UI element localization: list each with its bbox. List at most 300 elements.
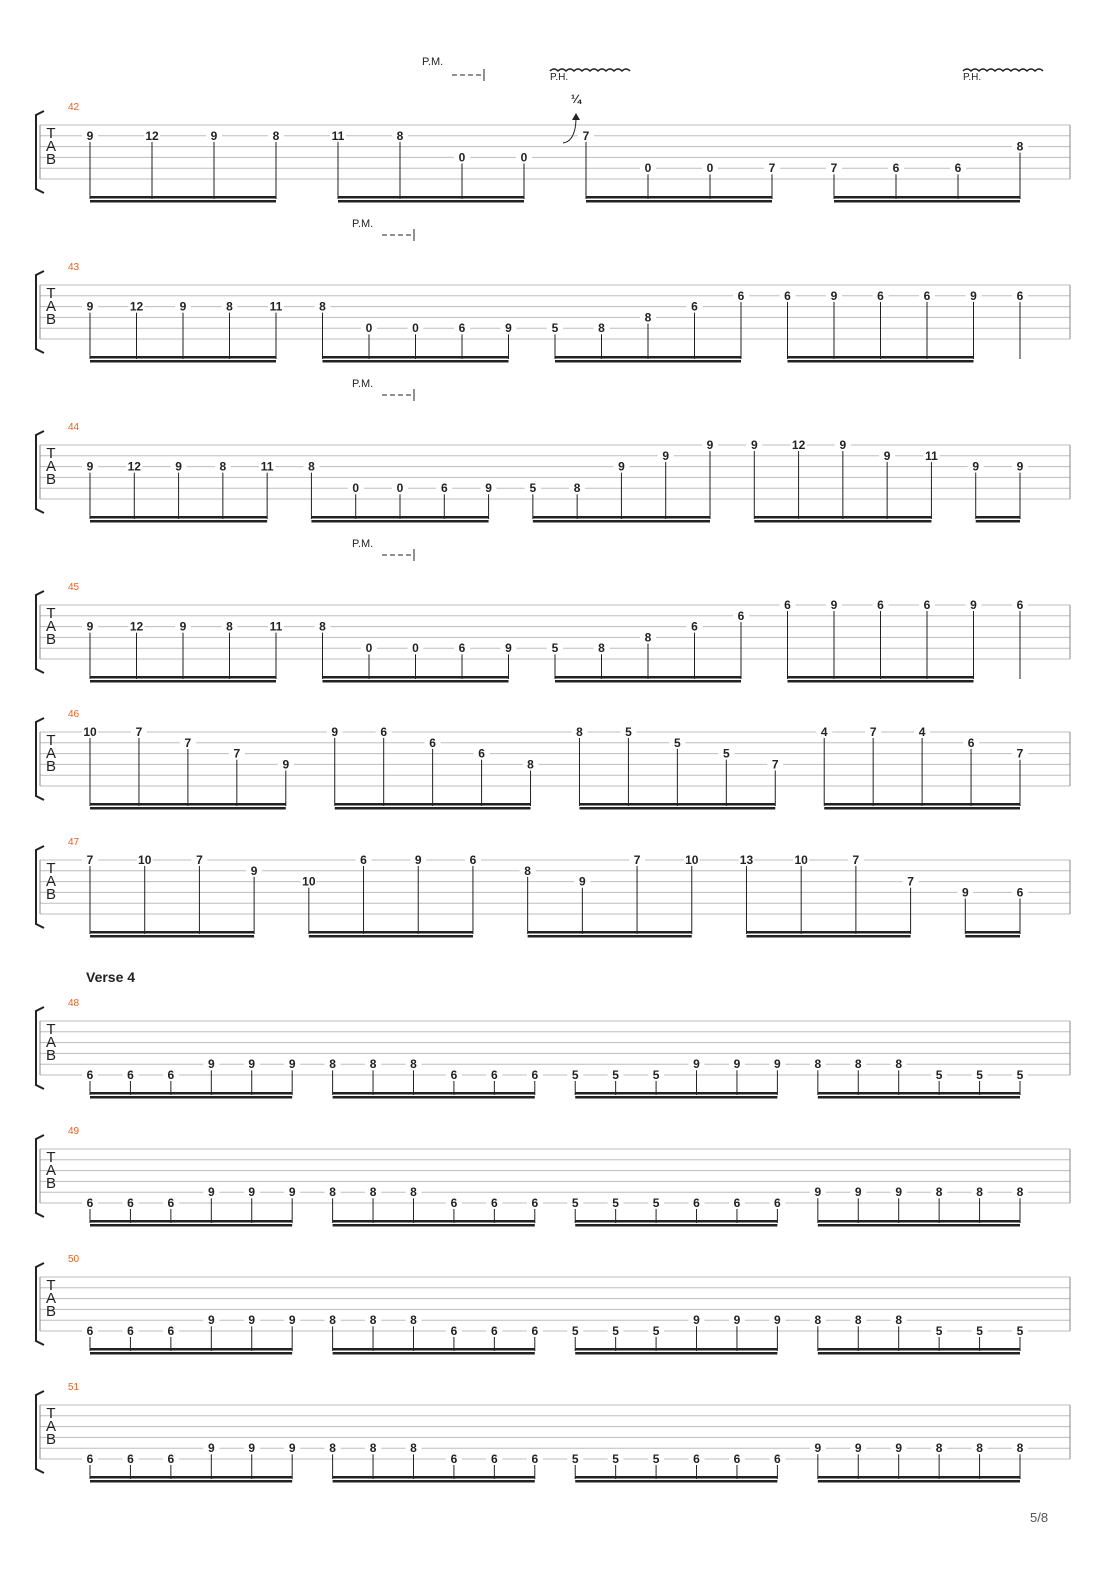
beam [818,1092,1020,1095]
tab-system [36,1126,1070,1227]
fret-number: 9 [250,863,258,878]
section-label: Verse 4 [86,969,136,985]
tab-clef-letter: B [45,631,57,648]
fret-number: 6 [491,1324,498,1338]
fret-number: 8 [410,1441,417,1456]
fret-number: 6 [127,1452,134,1466]
fret-number: 8 [369,1057,377,1072]
fret-number: 7 [233,746,241,761]
vibrato-line [963,69,1043,71]
fret-number: 9 [854,1185,862,1200]
beam [333,1480,535,1483]
fret-number: 5 [652,1452,660,1466]
fret-number: 8 [369,1313,377,1328]
fret-number: 6 [360,853,367,867]
fret-number: 6 [86,1196,94,1210]
fret-number: 8 [976,1185,983,1200]
fret-number: 8 [319,299,326,314]
measure-number: 49 [68,1126,80,1137]
fret-number: 7 [907,874,914,889]
beam [90,1352,292,1355]
fret-number: 6 [784,598,791,612]
fret-number: 5 [935,1068,943,1082]
tab-clef-letter: A [45,1418,57,1435]
beam [575,1352,777,1355]
fret-number: 8 [976,1441,983,1456]
fret-number: 5 [571,1196,579,1210]
fret-number: 12 [127,459,141,474]
fret-number: 0 [412,641,419,656]
fret-number: 7 [1016,746,1024,761]
fret-number: 6 [774,1196,781,1210]
fret-number: 10 [794,853,808,867]
bend-arrowhead [572,113,580,120]
fret-number: 12 [129,299,144,314]
fret-number: 8 [410,1057,417,1072]
fret-number: 7 [869,725,877,739]
fret-number: 6 [167,1068,175,1082]
fret-number: 9 [814,1185,822,1200]
fret-number: 9 [579,874,586,889]
beam [309,935,473,938]
beam [90,196,276,199]
fret-number: 9 [414,853,422,867]
fret-number: 8 [319,619,326,634]
fret-number: 6 [469,853,477,867]
fret-number: 5 [652,1068,660,1082]
tab-clef-letter: B [45,758,57,775]
beam [333,1096,535,1099]
fret-number: 5 [625,725,632,739]
fret-number: 6 [693,1452,700,1466]
fret-number: 6 [167,1196,175,1210]
page-number: 5/8 [1030,1510,1049,1525]
fret-number: 6 [737,608,745,623]
measure-number: 46 [68,709,80,720]
beam [90,680,276,683]
beam [586,200,772,203]
pinch-harmonic-label: P.H. [550,72,569,83]
beam [818,1348,1020,1351]
tab-system [36,538,1070,683]
fret-number: 9 [895,1185,903,1200]
fret-number: 10 [685,853,699,867]
fret-number: 9 [248,1313,256,1328]
fret-number: 6 [167,1324,175,1338]
fret-number: 8 [814,1313,822,1328]
fret-number: 6 [737,288,745,303]
fret-number: 9 [288,1185,296,1200]
tab-clef-letter: B [45,1047,57,1064]
palm-mute-label: P.M. [352,218,374,230]
fret-number: 9 [86,299,94,314]
beam [555,680,741,683]
beam [788,680,974,683]
beam [555,356,741,359]
fret-number: 9 [662,448,670,463]
beam [90,807,286,810]
fret-number: 6 [450,1324,458,1338]
fret-number: 6 [892,161,900,176]
fret-number: 6 [693,1196,700,1210]
tab-clef-letter: T [46,1021,56,1038]
beam [90,1220,292,1223]
fret-number: 9 [86,619,94,634]
beam [335,803,531,806]
beam [788,360,974,363]
fret-number: 0 [520,150,528,165]
beam [965,931,1020,934]
fret-number: 8 [410,1313,417,1328]
fret-number: 9 [207,1057,215,1072]
tab-system [36,837,1070,938]
beam [579,803,775,806]
fret-number: 9 [288,1057,296,1072]
beam [311,520,488,523]
beam [533,516,710,519]
tab-clef-letter: A [45,873,57,890]
fret-number: 8 [895,1313,903,1328]
fret-number: 6 [458,321,466,336]
beam [90,360,276,363]
tab-system [36,1382,1070,1483]
fret-number: 9 [733,1313,741,1328]
fret-number: 6 [923,288,931,303]
measure-number: 51 [68,1382,80,1393]
beam [575,1224,777,1227]
fret-number: 5 [1016,1324,1024,1338]
fret-number: 6 [86,1452,94,1466]
fret-number: 6 [531,1324,539,1338]
palm-mute-label: P.M. [352,538,374,550]
fret-number: 6 [733,1196,741,1210]
beam [788,356,974,359]
beam [333,1224,535,1227]
beam [818,1352,1020,1355]
fret-number: 8 [524,863,531,878]
fret-number: 8 [308,459,315,474]
fret-number: 0 [412,321,419,336]
fret-number: 10 [302,874,316,889]
fret-number: 9 [179,619,187,634]
fret-number: 8 [527,757,534,772]
fret-number: 8 [369,1185,377,1200]
tab-clef-letter: B [45,311,57,328]
fret-number: 10 [138,853,152,867]
fret-number: 12 [145,128,159,143]
beam [965,935,1020,938]
beam [575,1480,777,1483]
bend-arrow [563,117,576,143]
beam [575,1220,777,1223]
fret-number: 9 [750,438,758,452]
fret-number: 7 [768,161,776,176]
tab-clef-letter: B [45,1175,57,1192]
fret-number: 11 [925,448,938,463]
fret-number: 8 [895,1057,903,1072]
beam [309,931,473,934]
fret-number: 11 [260,459,274,474]
fret-number: 7 [633,853,641,867]
fret-number: 7 [830,161,838,176]
beam [788,676,974,679]
tab-system [36,218,1070,363]
tab-clef-letter: T [46,125,56,142]
fret-number: 6 [450,1068,458,1082]
fret-number: 9 [618,459,625,474]
fret-number: 6 [1016,885,1024,900]
fret-number: 0 [352,481,360,496]
beam [555,676,741,679]
tab-clef-letter: B [45,886,57,903]
fret-number: 6 [733,1452,741,1466]
beam [575,1348,777,1351]
fret-number: 6 [1016,598,1024,612]
tab-clef-letter: T [46,732,56,749]
fret-number: 9 [706,438,714,452]
beam [528,935,692,938]
fret-number: 6 [86,1324,94,1338]
beam [333,1220,535,1223]
fret-number: 8 [272,128,280,143]
fret-number: 5 [1016,1068,1024,1082]
fret-number: 7 [196,853,203,867]
fret-number: 7 [135,725,143,739]
beam [90,1480,292,1483]
fret-number: 8 [369,1441,377,1456]
fret-number: 4 [918,725,926,739]
fret-number: 8 [935,1441,943,1456]
fret-number: 5 [612,1324,619,1338]
fret-number: 6 [491,1068,498,1082]
fret-number: 4 [820,725,828,739]
fret-number: 7 [582,128,590,143]
fret-number: 6 [967,735,975,750]
beam [323,680,509,683]
measure-number: 50 [68,1254,80,1265]
tab-clef-letter: T [46,1149,56,1166]
fret-number: 9 [248,1441,256,1456]
fret-number: 6 [127,1196,134,1210]
fret-number: 6 [380,725,388,739]
fret-number: 5 [612,1068,619,1082]
beam [335,807,531,810]
fret-number: 9 [814,1441,822,1456]
fret-number: 6 [774,1452,781,1466]
fret-number: 8 [598,641,605,656]
beam [824,807,1020,810]
fret-number: 8 [573,481,581,496]
fret-number: 6 [1016,288,1024,303]
fret-number: 5 [571,1324,579,1338]
beam [323,360,509,363]
fret-number: 5 [652,1324,660,1338]
beam [834,200,1020,203]
fret-number: 9 [1016,459,1024,474]
fret-number: 9 [248,1185,256,1200]
tab-clef-letter: T [46,860,56,877]
measure-number: 43 [68,262,80,273]
fret-number: 9 [883,448,891,463]
beam [818,1476,1020,1479]
fret-number: 0 [365,321,373,336]
fret-number: 9 [288,1313,296,1328]
fret-number: 9 [961,885,969,900]
fret-number: 6 [167,1452,175,1466]
fret-number: 6 [954,161,962,176]
beam [338,196,524,199]
beam [333,1352,535,1355]
fret-number: 10 [83,725,97,739]
fret-number: 6 [691,299,698,314]
fret-number: 0 [396,481,404,496]
beam [555,360,741,363]
fret-number: 9 [207,1185,215,1200]
beam [90,516,267,519]
fret-number: 8 [576,725,583,739]
fret-number: 8 [854,1057,862,1072]
fret-number: 5 [976,1324,983,1338]
fret-number: 8 [329,1057,336,1072]
beam [976,520,1020,523]
fret-number: 5 [551,641,559,656]
fret-number: 5 [551,321,559,336]
beam [333,1476,535,1479]
tab-system [36,378,1070,523]
beam [90,356,276,359]
fret-number: 5 [652,1196,660,1210]
beam [818,1480,1020,1483]
fret-number: 5 [674,735,681,750]
fret-number: 9 [210,128,218,143]
fret-number: 8 [644,630,652,645]
beam [90,1476,292,1479]
fret-number: 9 [179,299,187,314]
fret-number: 5 [571,1452,579,1466]
measure-number: 45 [68,582,80,593]
tab-clef-letter: A [45,298,57,315]
fret-number: 6 [531,1452,539,1466]
fret-number: 8 [935,1185,943,1200]
beam [818,1220,1020,1223]
beam [323,356,509,359]
fret-number: 6 [440,481,448,496]
beam [533,520,710,523]
fret-number: 5 [722,746,730,761]
beam [824,803,1020,806]
tab-clef-letter: A [45,1162,57,1179]
fret-number: 9 [830,598,838,612]
fret-number: 6 [531,1196,539,1210]
fret-number: 6 [877,288,884,303]
fret-number: 7 [852,853,860,867]
measure-number: 44 [68,422,80,433]
fret-number: 8 [1016,1441,1024,1456]
beam [746,931,910,934]
tab-system [36,969,1070,1099]
beam [834,196,1020,199]
beam [586,196,772,199]
pinch-harmonic-label: P.H. [963,72,982,83]
fret-number: 9 [505,641,512,656]
fret-number: 11 [331,128,345,143]
fret-number: 8 [644,310,652,325]
fret-number: 9 [970,598,977,612]
tab-clef-letter: T [46,1405,56,1422]
beam [90,200,276,203]
fret-number: 7 [771,757,779,772]
beam [90,935,254,938]
tab-clef-letter: T [46,1277,56,1294]
fret-number: 6 [458,641,466,656]
fret-number: 9 [331,725,339,739]
fret-number: 8 [1016,1185,1024,1200]
fret-number: 6 [531,1068,539,1082]
fret-number: 9 [207,1441,215,1456]
fret-number: 11 [269,299,283,314]
beam [818,1096,1020,1099]
fret-number: 8 [814,1057,822,1072]
fret-number: 6 [877,598,884,612]
fret-number: 12 [791,438,806,452]
fret-number: 8 [598,321,605,336]
fret-number: 9 [175,459,182,474]
beam [575,1476,777,1479]
beam [575,1096,777,1099]
fret-number: 6 [691,619,698,634]
beam [746,935,910,938]
fret-number: 9 [248,1057,256,1072]
beam [976,516,1020,519]
beam [90,931,254,934]
fret-number: 11 [269,619,283,634]
beam [818,1224,1020,1227]
fret-number: 8 [329,1313,336,1328]
tab-clef-letter: B [45,471,57,488]
fret-number: 8 [226,299,233,314]
beam [311,516,488,519]
beam [90,1224,292,1227]
beam [90,676,276,679]
tab-clef-letter: T [46,285,56,302]
fret-number: 9 [505,321,512,336]
fret-number: 5 [529,481,537,496]
palm-mute-label: P.M. [352,378,374,390]
fret-number: 9 [288,1441,296,1456]
fret-number: 7 [184,735,192,750]
beam [754,516,931,519]
tab-system [36,1254,1070,1355]
fret-number: 9 [972,459,980,474]
fret-number: 13 [739,853,754,867]
palm-mute-label: P.M. [422,56,444,68]
tab-clef-letter: T [46,445,56,462]
beam [90,520,267,523]
beam [528,931,692,934]
vibrato-line [550,69,630,71]
measure-number: 47 [68,837,80,848]
fret-number: 9 [774,1057,781,1072]
beam [754,520,931,523]
fret-number: 6 [491,1196,498,1210]
fret-number: 9 [693,1057,700,1072]
fret-number: 6 [450,1196,458,1210]
fret-number: 5 [612,1452,619,1466]
fret-number: 6 [127,1068,134,1082]
tab-clef-letter: A [45,138,57,155]
fret-number: 8 [219,459,227,474]
fret-number: 9 [733,1057,741,1072]
